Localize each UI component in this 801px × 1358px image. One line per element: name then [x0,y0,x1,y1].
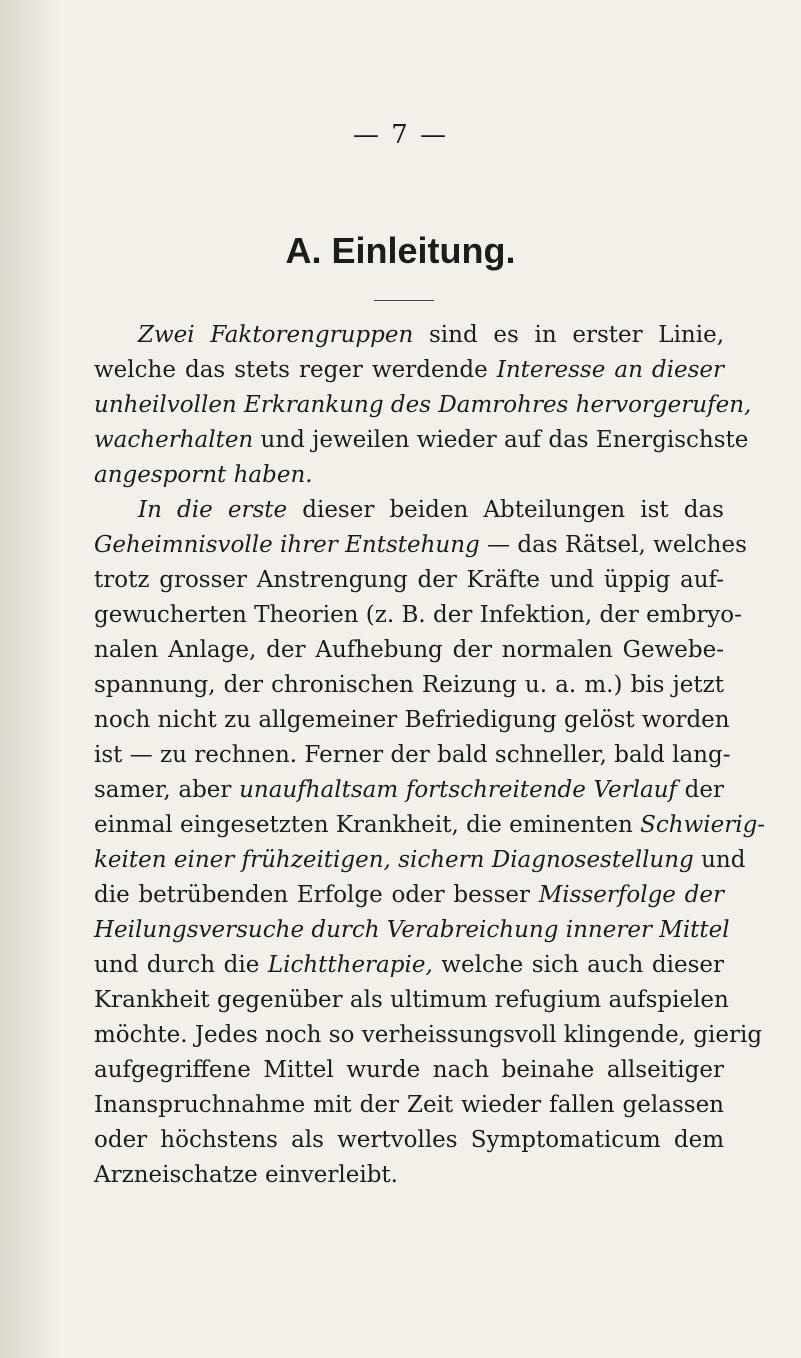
chapter-heading: A. Einleitung. [285,230,516,271]
text-line: unheilvollen Erkrankung des Damrohres hervorgerufen, [94,392,752,418]
page-edge-shadow [0,0,60,1358]
text-line: spannung, der chronischen Reizung u. a. m.) bis jetzt [94,672,724,698]
text-line: möchte. Jedes noch so verheissungsvoll klingende, gierig [94,1022,763,1048]
text-line: welche das stets reger werdende Interesse an dieser [94,357,725,383]
text-line: nalen Anlage, der Aufhebung der normalen Gewebe- [94,637,724,663]
text-line: ist — zu rechnen. Ferner der bald schneller, bald lang- [94,742,731,768]
text-line: aufgegriffene Mittel wurde nach beinahe allseitiger [94,1057,724,1083]
text-line: Arzneischatze einverleibt. [94,1162,398,1188]
text-line: gewucherten Theorien (z. B. der Infektion, der embryo- [94,602,742,628]
text-line: Krankheit gegenüber als ultimum refugium aufspielen [94,987,729,1013]
body-text [94,318,766,1193]
text-line: Geheimnisvolle ihrer Entstehung — das Rätsel, welches [94,532,747,558]
text-line: Zwei Faktorengruppen sind es in erster Linie, [138,322,725,348]
text-line: Heilungsversuche durch Verabreichung innerer Mittel [94,917,730,943]
text-line: keiten einer frühzeitigen, sichern Diagnosestellung und [94,847,746,873]
separator-rule [374,300,434,301]
text-line: die betrübenden Erfolge oder besser Misserfolge der [94,882,725,908]
text-line: und durch die Lichttherapie, welche sich auch dieser [94,952,724,978]
text-line: trotz grosser Anstrengung der Kräfte und üppig auf- [94,567,724,593]
text-line: samer, aber unaufhaltsam fortschreitende Verlauf der [94,777,725,803]
paragraph-2 [94,493,766,1193]
text-line: noch nicht zu allgemeiner Befriedigung gelöst worden [94,707,730,733]
text-line: Inanspruchnahme mit der Zeit wieder fallen gelassen [94,1092,724,1118]
text-line: einmal eingesetzten Krankheit, die eminenten Schwierig- [94,812,766,838]
text-line: oder höchstens als wertvolles Symptomaticum dem [94,1127,724,1153]
text-line: angespornt haben. [94,462,313,488]
text-line: In die erste dieser beiden Abteilungen ist das [138,497,724,523]
page-number: — 7 — [352,120,449,150]
paragraph-1 [94,318,752,493]
text-line: wacherhalten und jeweilen wieder auf das Energischste [94,427,749,453]
